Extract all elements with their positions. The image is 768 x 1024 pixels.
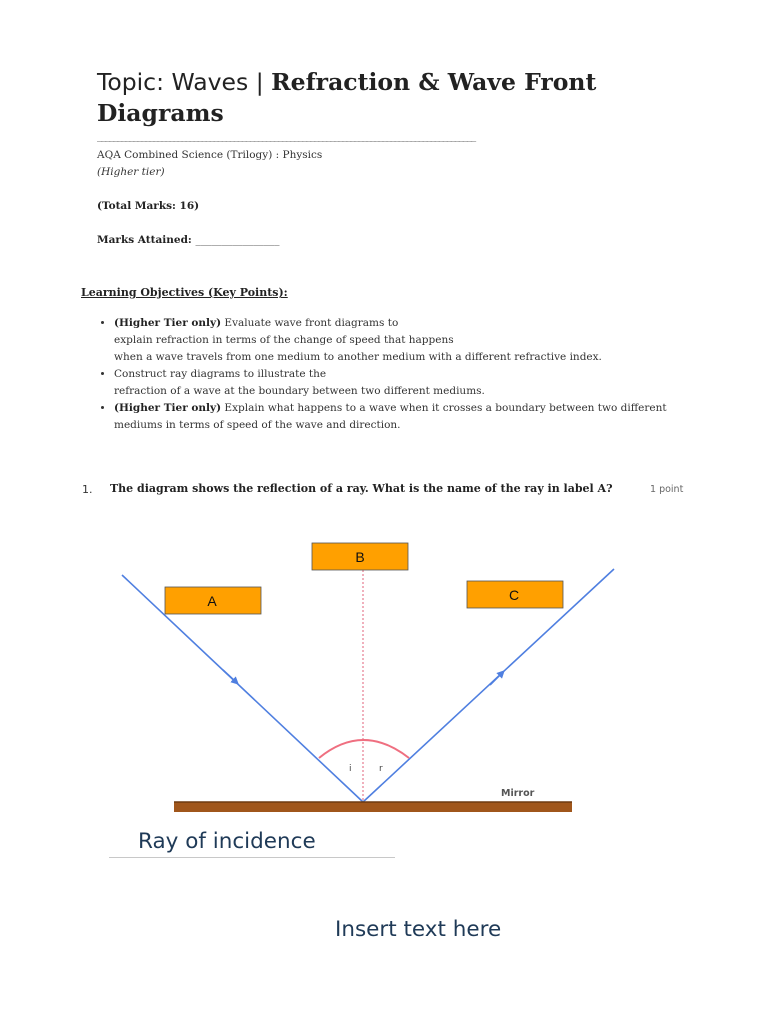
marks-attained-label: Marks Attained: xyxy=(97,234,196,246)
objective-item xyxy=(114,366,674,400)
label-c-text: C xyxy=(508,587,520,603)
objective-line: refraction of a wave at the boundary between two different mediums. xyxy=(114,385,485,397)
question-points: 1 point xyxy=(650,484,684,495)
label-box-b xyxy=(312,543,408,570)
title-subject: Refraction & Wave Front Diagrams xyxy=(97,68,597,127)
total-marks: (Total Marks: 16) xyxy=(97,200,200,212)
objective-tier-prefix: (Higher Tier only) xyxy=(114,402,222,414)
page-title xyxy=(97,67,697,129)
marks-attained-field[interactable]: ________________ xyxy=(195,234,280,246)
answer-input[interactable]: Ray of incidence xyxy=(138,829,316,854)
objective-tier-prefix: (Higher Tier only) xyxy=(114,317,222,329)
objectives-heading: Learning Objectives (Key Points): xyxy=(81,286,288,299)
objectives-list xyxy=(97,315,674,434)
objective-item xyxy=(114,315,674,366)
question-number: 1. xyxy=(82,483,93,496)
objective-line: when a wave travels from one medium to another medium with a different refractive index. xyxy=(114,351,602,363)
reflected-arrow-icon xyxy=(490,673,502,685)
mirror xyxy=(174,802,572,812)
objective-line: Construct ray diagrams to illustrate the xyxy=(114,368,327,380)
label-box-c xyxy=(467,581,563,608)
objective-item xyxy=(114,400,674,434)
marks-attained xyxy=(97,232,279,248)
title-divider: ______________________________________________________________________________________________ xyxy=(97,133,475,143)
label-b-text: B xyxy=(355,549,365,565)
label-box-a xyxy=(165,587,261,614)
reflection-diagram xyxy=(0,530,768,820)
incident-arrow-icon xyxy=(223,670,236,682)
insert-text-placeholder[interactable]: Insert text here xyxy=(335,917,502,942)
objective-line: mediums in terms of speed of the wave and direction. xyxy=(114,419,401,431)
title-topic: Topic: Waves | xyxy=(97,68,272,96)
label-a-text: A xyxy=(207,593,217,609)
answer-underline xyxy=(109,857,395,858)
course-name: AQA Combined Science (Trilogy) : Physics xyxy=(97,149,323,161)
mirror-label: Mirror xyxy=(501,788,535,799)
objective-line: explain refraction in terms of the change of speed that happens xyxy=(114,334,454,346)
objective-line: Explain what happens to a wave when it crosses a boundary between two different xyxy=(221,402,667,414)
angle-r-label: r xyxy=(379,764,383,774)
question-text: The diagram shows the reflection of a ray. What is the name of the ray in label A? xyxy=(110,482,613,495)
objective-line: Evaluate wave front diagrams to xyxy=(221,317,399,329)
angle-arc xyxy=(319,740,409,758)
angle-i-label: i xyxy=(349,764,352,774)
tier-label: (Higher tier) xyxy=(97,166,165,178)
